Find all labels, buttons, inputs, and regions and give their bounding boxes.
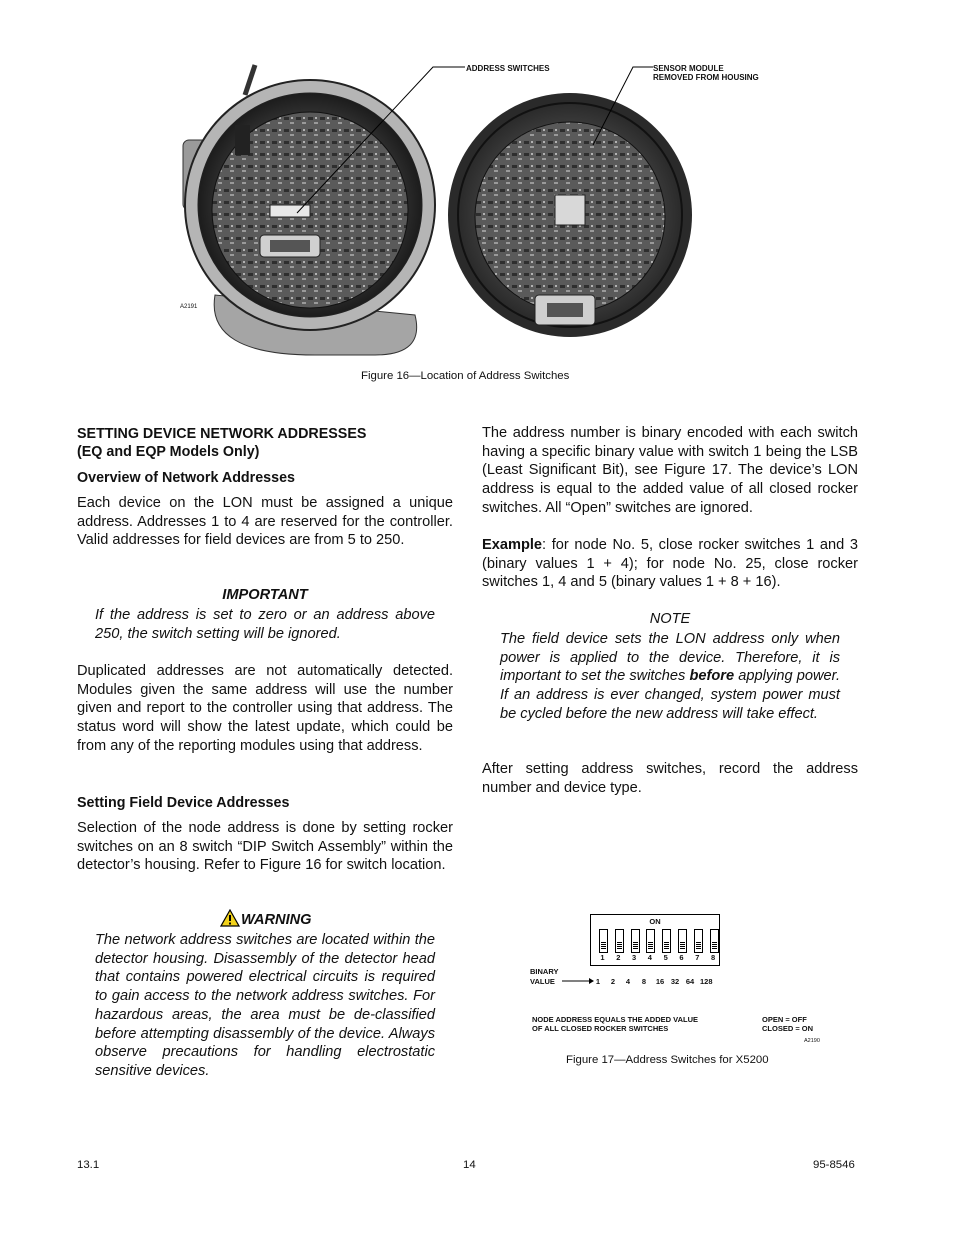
- dip-rocker-switch[interactable]: [646, 929, 655, 953]
- dip-switch-number: 7: [695, 953, 700, 962]
- para-binary: The address number is binary encoded with each switch having a specific binary value with switch 1 being the LSB (Least Significant Bit), see Figure 17. The device’s LON address is equal to the added value of all closed rocker switches. All “Open” switches are ignored.: [482, 425, 858, 516]
- example-label: Example: [482, 537, 543, 553]
- footer-revision: 13.1: [77, 1159, 100, 1171]
- dip-rocker-stripes: [664, 942, 669, 950]
- note-text-b: applying power. If an address is ever changed, system power must be cycled before the new address will take effect.: [500, 668, 840, 722]
- important-title: IMPORTANT: [222, 587, 308, 603]
- figure16-caption: Figure 16—Location of Address Switches: [361, 370, 570, 382]
- note-title: NOTE: [649, 611, 691, 627]
- dip-rocker-stripes: [712, 942, 717, 950]
- binary-label-1: BINARY: [530, 967, 559, 976]
- warning-text: The network address switches are located within the detector housing. Disassembly of the detector head that contains powered electrical circuits is required to gain access to the network address switches. For hazardous areas, the area must be de-classified before attempting disassembly of the device. Always observe precautions for handling electrostatic sensitive devices.: [95, 932, 435, 1079]
- dip-rocker-switch[interactable]: [678, 929, 687, 953]
- dip-rocker-switch[interactable]: [631, 929, 640, 953]
- dip-switch-number: 3: [632, 953, 637, 962]
- dip-switch-number: 2: [616, 953, 621, 962]
- dip-rocker-stripes: [601, 942, 606, 950]
- label-address-switches: ADDRESS SWITCHES: [466, 64, 550, 73]
- dip-rocker-stripes: [617, 942, 622, 950]
- dip-on-label: ON: [649, 917, 661, 926]
- footer-page-number: 14: [463, 1159, 476, 1171]
- dip-rocker-switch[interactable]: [694, 929, 703, 953]
- para-record: After setting address switches, record the address number and device type.: [482, 761, 858, 796]
- binary-value: 128: [700, 977, 713, 986]
- binary-value: 1: [595, 977, 601, 986]
- legend-open: OPEN = OFF: [762, 1015, 807, 1024]
- para-example: [482, 536, 858, 592]
- subheading-overview: Overview of Network Addresses: [77, 470, 295, 486]
- binary-value: 4: [625, 977, 631, 986]
- dip-rocker-switch[interactable]: [710, 929, 719, 953]
- important-text: If the address is set to zero or an address above 250, the switch setting will be ignored.: [95, 607, 435, 642]
- dip-rocker-switch[interactable]: [615, 929, 624, 953]
- warning-title: WARNING: [241, 912, 312, 928]
- dip-switch-number: 4: [647, 953, 652, 962]
- binary-label-2: VALUE: [530, 977, 555, 986]
- figure17-caption: Figure 17—Address Switches for X5200: [566, 1054, 769, 1066]
- footer-doc-number: 95-8546: [813, 1159, 855, 1171]
- label-sensor-module-1: SENSOR MODULE: [653, 64, 724, 73]
- dip-switch-number: 6: [679, 953, 684, 962]
- binary-value: 16: [655, 977, 665, 986]
- dip-rocker-switch[interactable]: [662, 929, 671, 953]
- example-text: : for node No. 5, close rocker switches 1 and 3 (binary values 1 + 4); for node No. 25, close rocker switches 1, 4 and 5 (binary values 1 + 8 + 16).: [482, 537, 858, 591]
- figure17-image-code: A2190: [804, 1038, 820, 1044]
- binary-value: 32: [670, 977, 680, 986]
- para-overview: Each device on the LON must be assigned a unique address. Addresses 1 to 4 are reserved for the controller. Valid addresses for field devices are from 5 to 250.: [77, 495, 453, 549]
- label-sensor-module-2: REMOVED FROM HOUSING: [653, 73, 759, 82]
- dip-switch-number: 1: [600, 953, 605, 962]
- dip-rocker-stripes: [648, 942, 653, 950]
- section-heading-1: SETTING DEVICE NETWORK ADDRESSES: [77, 426, 367, 442]
- dip-rocker-stripes: [696, 942, 701, 950]
- node-note-1: NODE ADDRESS EQUALS THE ADDED VALUE: [532, 1015, 698, 1024]
- warning-triangle-icon: [220, 909, 240, 927]
- figure16-photo: [175, 55, 775, 365]
- para-duplicates: Duplicated addresses are not automatically detected. Modules given the same address will use the number given and report to the controller using that address. The status word will show the latest update, which could be from any of the reporting modules using that address.: [77, 663, 453, 754]
- subheading-setting: Setting Field Device Addresses: [77, 795, 290, 811]
- note-text: [500, 630, 840, 724]
- dip-switch-number: 8: [711, 953, 716, 962]
- note-text-a: The field device sets the LON address only when power is applied to the device. Therefore, it is important to set the switches: [500, 631, 840, 685]
- binary-value: 8: [641, 977, 647, 986]
- left-column: [77, 425, 453, 461]
- para-setting: Selection of the node address is done by setting rocker switches on an 8 switch “DIP Switch Assembly” within the detector’s housing. Refer to Figure 16 for switch location.: [77, 820, 453, 874]
- section-heading-2: (EQ and EQP Models Only): [77, 444, 260, 460]
- dip-switch-box: [590, 914, 720, 966]
- binary-value: 64: [685, 977, 695, 986]
- dip-switch-number: 5: [663, 953, 668, 962]
- dip-rocker-stripes: [633, 942, 638, 950]
- dip-rocker-stripes: [680, 942, 685, 950]
- figure16-image-code: A2191: [180, 304, 198, 310]
- node-note-2: OF ALL CLOSED ROCKER SWITCHES: [532, 1024, 669, 1033]
- dip-rocker-switch[interactable]: [599, 929, 608, 953]
- note-text-bold: before: [689, 668, 735, 685]
- legend-closed: CLOSED = ON: [762, 1024, 814, 1033]
- binary-arrow-icon: [562, 976, 594, 986]
- warning-header: [220, 909, 360, 931]
- binary-value: 2: [610, 977, 616, 986]
